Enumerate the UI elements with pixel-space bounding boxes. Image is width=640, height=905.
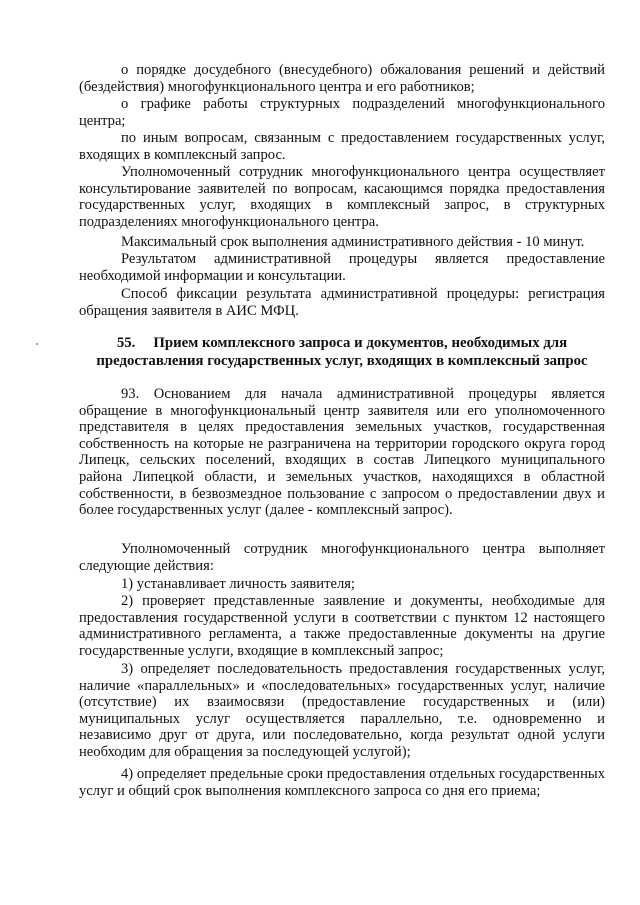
paragraph-result: Результатом административной процедуры является предоставление необходимой информации и консультации. [79, 251, 605, 284]
paragraph-consulting: Уполномоченный сотрудник многофункционального центра осуществляет консультирование заявителей по вопросам, касающимся порядка предоставления государственных услуг, входящих в комплексный запрос, в структурных подразделениях многофункционального центра. [79, 164, 605, 230]
paragraph-93-basis: 93. Основанием для начала административной процедуры является обращение в многофункциональный центр заявителя или его уполномоченного представителя в целях предоставления земельных участков, государственная собственность на которые не разграничена на территории городского округа город Липецк, сельских поселений, входящих в состав Липецкого муниципального района Липецкой области, и земельных участков, находящихся в областной собственности, в безвозмездное пользование с запросом о предоставлении двух и более государственных услуг (далее - комплексный запрос). [79, 386, 605, 519]
paragraph-max-duration: Максимальный срок выполнения административного действия - 10 минут. [121, 234, 585, 250]
list-item-3: 3) определяет последовательность предоставления государственных услуг, наличие «параллельных» и «последовательных» государственных услуг, наличие (отсутствие) их взаимосвязи (предоставление государственных и (или) муниципальных услуг осуществляется параллельно, т.е. одновременно и независимо друг от друга, или последовательно, когда результат одной услуги необходим для обращения за последующей услугой); [79, 661, 605, 760]
section-title: Прием комплексного запроса и документов, необходимых для предоставления государственных услуг, входящих в комплексный запрос [96, 335, 588, 369]
paragraph-work-schedule: о графике работы структурных подразделений многофункционального центра; [79, 96, 605, 129]
section-heading [79, 334, 605, 370]
section-number: 55. [116, 335, 136, 351]
scan-dot [36, 343, 38, 345]
paragraph-appeal-procedure: о порядке досудебного (внесудебного) обжалования решений и действий (бездействия) многофункционального центра и его работников; [79, 62, 605, 95]
list-item-4: 4) определяет предельные сроки предоставления отдельных государственных услуг и общий срок выполнения комплексного запроса со дня его приема; [79, 766, 605, 799]
paragraph-actions-intro: Уполномоченный сотрудник многофункционального центра выполняет следующие действия: [79, 541, 605, 574]
paragraph-other-questions: по иным вопросам, связанным с предоставлением государственных услуг, входящих в комплексный запрос. [79, 130, 605, 163]
list-item-2: 2) проверяет представленные заявление и документы, необходимые для предоставления государственной услуги в соответствии с пунктом 12 настоящего административного регламента, а также предоставленные документы на другие государственные услуги, входящие в комплексный запрос; [79, 593, 605, 659]
list-item-1: 1) устанавливает личность заявителя; [121, 576, 355, 592]
paragraph-recording-method: Способ фиксации результата административной процедуры: регистрация обращения заявителя в АИС МФЦ. [79, 286, 605, 319]
